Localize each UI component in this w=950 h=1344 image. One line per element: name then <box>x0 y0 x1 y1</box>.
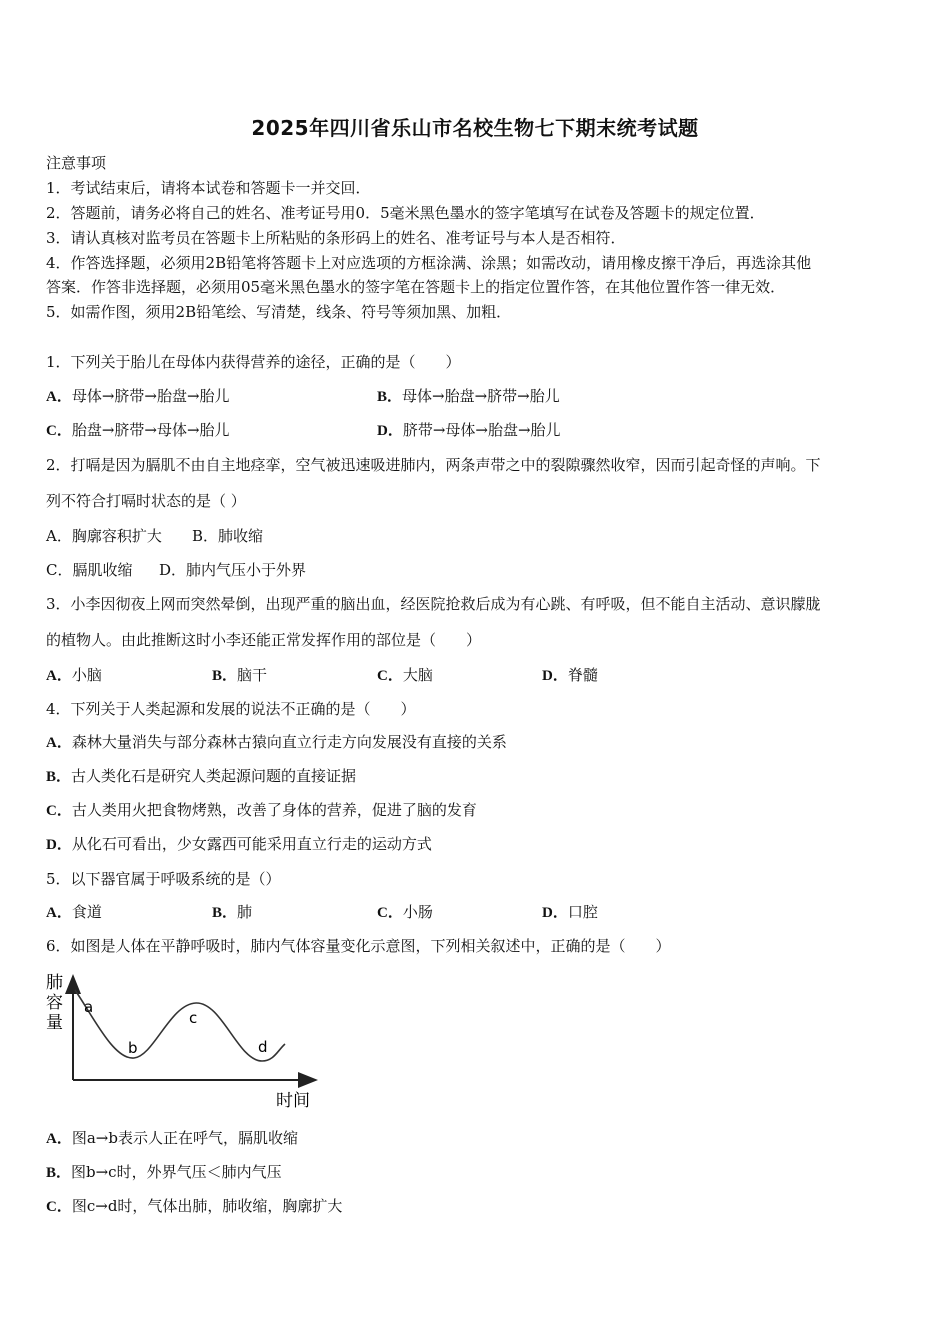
option-text: 大脑 <box>402 666 433 684</box>
option-letter: C． <box>377 668 403 684</box>
notice-item: 2．答题前，请务必将自己的姓名、准考证号用0．5毫米黑色墨水的签字笔填写在试卷及答题卡的规定位置． <box>46 204 765 222</box>
volume-curve <box>75 990 285 1061</box>
x-axis-label: 时间 <box>276 1091 310 1111</box>
q1-option-a <box>46 385 230 406</box>
option-letter: A． <box>46 735 72 751</box>
q6-option-a <box>46 1127 298 1148</box>
q5-option-d <box>542 901 598 922</box>
q3-option-c <box>377 664 433 685</box>
q6-option-b <box>46 1161 282 1182</box>
option-letter: D． <box>46 837 72 853</box>
option-text: 母体→胎盘→脐带→胎儿 <box>402 387 560 405</box>
y-axis-label: 量 <box>46 1013 63 1033</box>
q3-option-d <box>542 664 598 685</box>
option-letter: B． <box>212 905 238 921</box>
option-letter: B． <box>46 1165 72 1181</box>
option-letter: A． <box>46 668 72 684</box>
option-text: 脑干 <box>237 666 268 684</box>
option-text: 胎盘→脐带→母体→胎儿 <box>71 421 230 439</box>
lung-volume-figure <box>42 968 324 1112</box>
option-text: 古人类用火把食物烤熟，改善了身体的营养，促进了脑的发育 <box>71 801 477 819</box>
point-label-a: a <box>84 998 94 1016</box>
question-3-stem: 3．小李因彻夜上网而突然晕倒，出现严重的脑出血，经医院抢救后成为有心跳、有呼吸，但不能自主活动、意识朦胧 <box>46 595 821 613</box>
option-text: 小脑 <box>71 666 102 684</box>
option-text: 肺 <box>237 903 253 921</box>
q4-option-c <box>46 799 477 820</box>
question-6-stem: 6．如图是人体在平静呼吸时，肺内气体容量变化示意图，下列相关叙述中，正确的是（ ） <box>46 937 671 955</box>
question-1-stem: 1．下列关于胎儿在母体内获得营养的途径，正确的是（ ） <box>46 353 461 371</box>
option-letter: A． <box>46 905 72 921</box>
notice-item: 5．如需作图，须用2B铅笔绘、写清楚，线条、符号等须加黑、加粗． <box>46 303 512 321</box>
notice-item: 3．请认真核对监考员在答题卡上所粘贴的条形码上的姓名、准考证号与本人是否相符． <box>46 229 626 247</box>
option-letter: D． <box>377 423 403 439</box>
option-letter: B． <box>46 769 72 785</box>
q1-option-b <box>377 385 560 406</box>
q3-option-a <box>46 664 102 685</box>
q2-option-a: A．胸廓容积扩大 <box>46 527 162 545</box>
q2-option-c: C．膈肌收缩 <box>46 561 133 579</box>
q6-option-c <box>46 1195 342 1216</box>
q4-option-d <box>46 833 432 854</box>
option-text: 图a→b表示人正在呼气，膈肌收缩 <box>71 1129 298 1147</box>
option-letter: C． <box>46 1199 72 1215</box>
q1-option-c <box>46 419 230 440</box>
point-label-d: d <box>258 1038 268 1056</box>
point-label-c: c <box>189 1009 198 1027</box>
notice-item: 答案．作答非选择题，必须用05毫米黑色墨水的签字笔在答题卡上的指定位置作答，在其他位置作答一律无效． <box>46 278 786 296</box>
page-title: 2025年四川省乐山市名校生物七下期末统考试题 <box>251 116 699 140</box>
option-letter: B． <box>212 668 238 684</box>
q4-option-a <box>46 731 507 752</box>
question-4-stem: 4．下列关于人类起源和发展的说法不正确的是（ ） <box>46 700 416 718</box>
q3-option-b <box>212 664 267 685</box>
option-text: 母体→脐带→胎盘→胎儿 <box>71 387 230 405</box>
option-letter: C． <box>46 423 72 439</box>
q2-option-d: D．肺内气压小于外界 <box>159 561 307 579</box>
option-letter: C． <box>46 803 72 819</box>
option-text: 森林大量消失与部分森林古猿向直立行走方向发展没有直接的关系 <box>71 733 507 751</box>
question-3-stem-cont: 的植物人。由此推断这时小李还能正常发挥作用的部位是（ ） <box>46 631 482 649</box>
option-letter: D． <box>542 905 568 921</box>
option-text: 古人类化石是研究人类起源问题的直接证据 <box>71 767 357 785</box>
option-letter: A． <box>46 389 72 405</box>
point-label-b: b <box>128 1039 138 1057</box>
option-text: 食道 <box>71 903 102 921</box>
notice-heading: 注意事项 <box>46 154 107 172</box>
option-text: 脊髓 <box>567 666 598 684</box>
option-text: 从化石可看出，少女露西可能采用直立行走的运动方式 <box>71 835 432 853</box>
notice-item: 4．作答选择题，必须用2B铅笔将答题卡上对应选项的方框涂满、涂黑；如需改动，请用橡皮擦干净后，再选涂其他 <box>46 254 812 272</box>
q5-option-a <box>46 901 102 922</box>
q2-option-b: B．肺收缩 <box>192 527 264 545</box>
option-text: 口腔 <box>567 903 598 921</box>
question-2-stem-cont: 列不符合打嗝时状态的是（ ） <box>46 492 246 510</box>
option-text: 脐带→母体→胎盘→胎儿 <box>402 421 561 439</box>
option-letter: B． <box>377 389 403 405</box>
question-5-stem: 5．以下器官属于呼吸系统的是（） <box>46 870 281 888</box>
question-2-stem: 2．打嗝是因为膈肌不由自主地痉挛，空气被迅速吸进肺内，两条声带之中的裂隙骤然收窄，因而引起奇怪的声响。下 <box>46 456 821 474</box>
option-letter: D． <box>542 668 568 684</box>
option-text: 图b→c时，外界气压＜肺内气压 <box>71 1163 282 1181</box>
q5-option-b <box>212 901 252 922</box>
option-letter: A． <box>46 1131 72 1147</box>
option-text: 图c→d时，气体出肺，肺收缩，胸廓扩大 <box>71 1197 343 1215</box>
notice-item: 1．考试结束后，请将本试卷和答题卡一并交回． <box>46 179 371 197</box>
y-axis-label: 容 <box>46 993 63 1013</box>
option-text: 小肠 <box>402 903 433 921</box>
q5-option-c <box>377 901 433 922</box>
q4-option-b <box>46 765 356 786</box>
option-letter: C． <box>377 905 403 921</box>
y-axis-label: 肺 <box>46 973 63 993</box>
q1-option-d <box>377 419 561 440</box>
